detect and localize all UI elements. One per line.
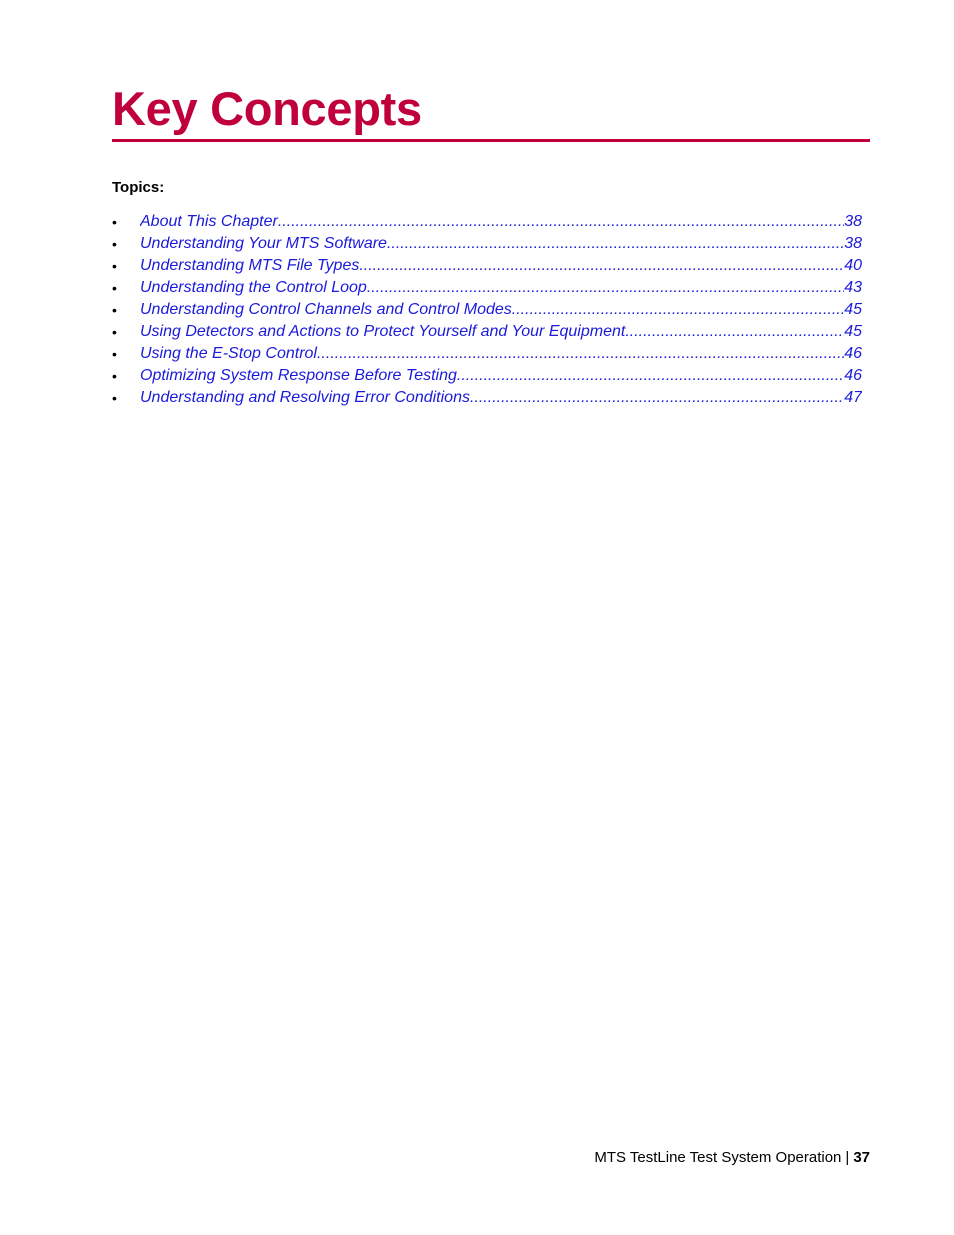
toc-page-number: 43 (844, 279, 862, 296)
toc-dot-leader (625, 321, 844, 343)
toc-dot-leader (278, 211, 844, 233)
toc-dot-leader (359, 255, 844, 277)
toc-item (112, 233, 862, 255)
toc-link-understanding-software[interactable] (140, 233, 862, 255)
topics-list (112, 211, 862, 409)
toc-link-label: About This Chapter (140, 213, 278, 230)
toc-dot-leader (367, 277, 844, 299)
toc-page-number: 40 (844, 257, 862, 274)
toc-dot-leader (387, 233, 844, 255)
toc-link-file-types[interactable] (140, 255, 862, 277)
toc-page-number: 46 (844, 367, 862, 384)
toc-link-system-response[interactable] (140, 365, 862, 387)
footer-page-number: 37 (853, 1149, 870, 1166)
footer-document-title: MTS TestLine Test System Operation (594, 1149, 842, 1166)
toc-link-label: Understanding MTS File Types (140, 257, 360, 274)
footer-separator: | (845, 1149, 850, 1166)
bullet-icon: • (112, 236, 117, 252)
toc-link-label: Using Detectors and Actions to Protect Yourself and Your Equipment (140, 323, 626, 340)
toc-item (112, 387, 862, 409)
toc-page-number: 45 (844, 301, 862, 318)
bullet-icon: • (112, 214, 117, 230)
toc-item (112, 299, 862, 321)
toc-page-number: 38 (844, 213, 862, 230)
toc-link-label: Using the E-Stop Control (140, 345, 317, 362)
chapter-title: Key Concepts (112, 82, 422, 135)
toc-link-label: Understanding Your MTS Software (140, 235, 387, 252)
toc-item (112, 321, 862, 343)
toc-item (112, 211, 862, 233)
bullet-icon: • (112, 390, 117, 406)
toc-link-control-loop[interactable] (140, 277, 862, 299)
toc-page-number: 47 (844, 389, 862, 406)
topics-heading: Topics: (112, 179, 165, 196)
toc-dot-leader (512, 299, 844, 321)
bullet-icon: • (112, 302, 117, 318)
bullet-icon: • (112, 324, 117, 340)
toc-link-label: Optimizing System Response Before Testing (140, 367, 457, 384)
toc-dot-leader (470, 387, 844, 409)
toc-page-number: 46 (844, 345, 862, 362)
toc-item (112, 343, 862, 365)
toc-item (112, 255, 862, 277)
toc-dot-leader (317, 343, 844, 365)
toc-page-number: 38 (844, 235, 862, 252)
toc-page-number: 45 (844, 323, 862, 340)
toc-link-label: Understanding Control Channels and Control Modes (140, 301, 512, 318)
toc-link-label: Understanding the Control Loop (140, 279, 367, 296)
bullet-icon: • (112, 346, 117, 362)
toc-link-e-stop[interactable] (140, 343, 862, 365)
bullet-icon: • (112, 368, 117, 384)
toc-link-about-this-chapter[interactable] (140, 211, 862, 233)
toc-dot-leader (457, 365, 844, 387)
toc-link-control-channels[interactable] (140, 299, 862, 321)
title-rule (112, 139, 870, 142)
toc-item (112, 365, 862, 387)
toc-link-detectors-actions[interactable] (140, 321, 862, 343)
toc-link-label: Understanding and Resolving Error Conditions (140, 389, 470, 406)
page-footer (594, 1148, 870, 1168)
bullet-icon: • (112, 280, 117, 296)
bullet-icon: • (112, 258, 117, 274)
toc-link-error-conditions[interactable] (140, 387, 862, 409)
toc-item (112, 277, 862, 299)
